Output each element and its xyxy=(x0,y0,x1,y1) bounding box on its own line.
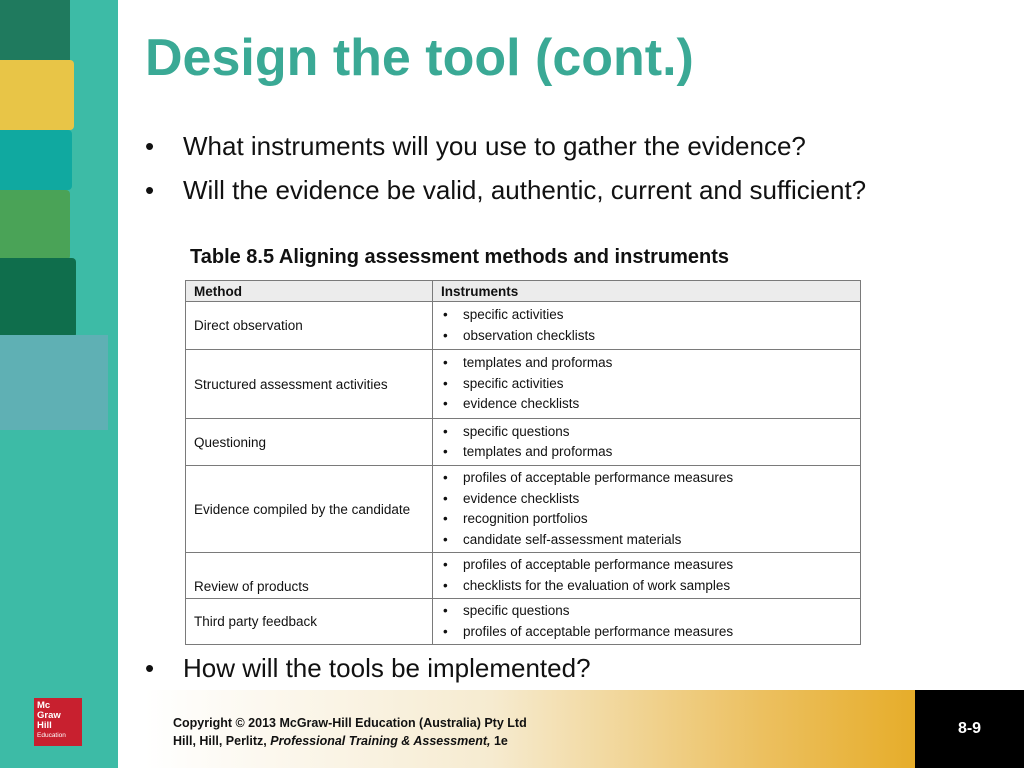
instrument-item: • evidence checklists xyxy=(463,394,852,415)
footer-bar xyxy=(145,690,915,768)
page-number-box xyxy=(915,690,1024,768)
instruments-cell xyxy=(433,553,861,599)
citation-authors: Hill, Hill, Perlitz, xyxy=(173,734,271,748)
table-row xyxy=(186,553,861,599)
method-cell: Questioning xyxy=(186,419,433,466)
logo-line: Hill xyxy=(37,720,52,731)
table-row xyxy=(186,419,861,466)
bullet-list xyxy=(145,128,866,216)
logo-line: Education xyxy=(37,732,66,739)
table-caption: Table 8.5 Aligning assessment methods and instruments xyxy=(190,246,730,268)
bottom-bullet-list xyxy=(145,650,591,686)
bullet-item: • How will the tools be implemented? xyxy=(145,650,591,686)
instrument-item: • evidence checklists xyxy=(463,489,852,510)
instrument-item: • specific questions xyxy=(463,422,852,443)
book-spine xyxy=(0,190,70,260)
logo-line: Graw xyxy=(37,710,61,721)
instrument-item: • templates and proformas xyxy=(463,442,852,463)
mcgraw-hill-logo xyxy=(34,698,82,746)
bullet-item: • What instruments will you use to gather the evidence? xyxy=(145,128,866,172)
instrument-item: • specific activities xyxy=(463,305,852,326)
table-header-row xyxy=(186,281,861,302)
method-cell: Evidence compiled by the candidate xyxy=(186,466,433,553)
bullet-item: • Will the evidence be valid, authentic, current and sufficient? xyxy=(145,172,866,216)
instrument-item: • templates and proformas xyxy=(463,353,852,374)
instruments-cell xyxy=(433,350,861,419)
instrument-item: • profiles of acceptable performance measures xyxy=(463,468,852,489)
table-row xyxy=(186,302,861,350)
logo-line: Mc xyxy=(37,700,51,711)
copyright-text: Copyright © 2013 McGraw-Hill Education (Australia) Pty Ltd xyxy=(173,716,527,730)
instrument-item: • specific activities xyxy=(463,374,852,395)
book-spine xyxy=(0,335,108,430)
citation-edition: 1e xyxy=(490,734,508,748)
instruments-cell xyxy=(433,419,861,466)
instrument-item: • observation checklists xyxy=(463,326,852,347)
method-cell: Third party feedback xyxy=(186,599,433,645)
page-number: 8-9 xyxy=(957,720,982,737)
method-cell: Direct observation xyxy=(186,302,433,350)
table-row xyxy=(186,599,861,645)
method-cell: Review of products xyxy=(186,553,433,599)
instrument-item: • checklists for the evaluation of work samples xyxy=(463,576,852,597)
decorative-book-strip xyxy=(0,0,118,768)
instrument-item: • recognition portfolios xyxy=(463,509,852,530)
citation-text xyxy=(173,732,527,750)
column-header-method: Method xyxy=(186,281,433,302)
slide-title: Design the tool (cont.) xyxy=(145,29,694,87)
instruments-cell xyxy=(433,599,861,645)
table-row xyxy=(186,350,861,419)
table-row xyxy=(186,466,861,553)
instrument-item: • specific questions xyxy=(463,601,852,622)
footer-text xyxy=(173,714,527,750)
instruments-cell xyxy=(433,466,861,553)
method-cell: Structured assessment activities xyxy=(186,350,433,419)
instrument-item: • profiles of acceptable performance measures xyxy=(463,622,852,643)
column-header-instruments: Instruments xyxy=(433,281,861,302)
instrument-item: • candidate self-assessment materials xyxy=(463,530,852,551)
book-spine xyxy=(0,0,70,60)
assessment-table xyxy=(185,280,861,645)
instruments-cell xyxy=(433,302,861,350)
citation-book-title: Professional Training & Assessment, xyxy=(270,734,491,748)
book-spine xyxy=(0,258,76,338)
instrument-item: • profiles of acceptable performance measures xyxy=(463,555,852,576)
book-spine xyxy=(0,60,74,130)
book-spine xyxy=(0,130,72,190)
